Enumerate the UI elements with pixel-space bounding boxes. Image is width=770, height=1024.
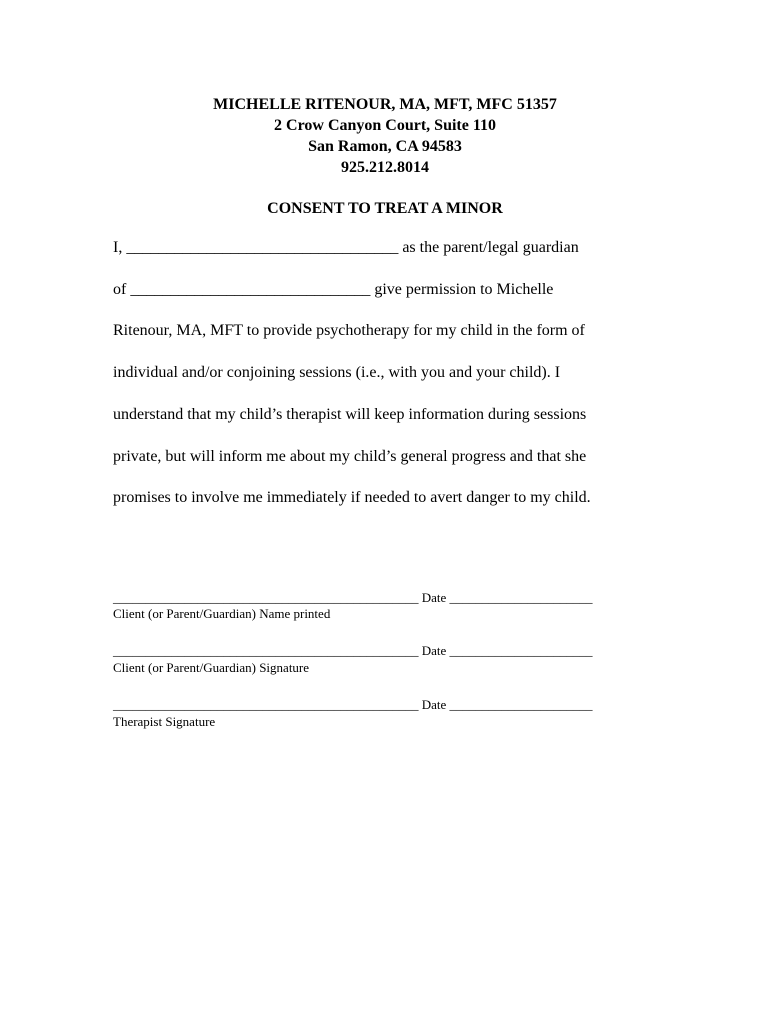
signature-line-therapist-signature: _______________________________________________ Date ______________________ xyxy=(113,697,593,712)
document-title: CONSENT TO TREAT A MINOR xyxy=(267,200,503,217)
signature-label-name-printed: Client (or Parent/Guardian) Name printed xyxy=(113,606,331,621)
body-line-4: individual and/or conjoining sessions (i.e., with you and your child). I xyxy=(113,364,561,381)
signature-label-therapist-signature: Therapist Signature xyxy=(113,714,216,729)
signature-label-client-signature: Client (or Parent/Guardian) Signature xyxy=(113,660,310,675)
body-line-1: I, __________________________________ as the parent/legal guardian xyxy=(113,239,579,256)
phone-number: 925.212.8014 xyxy=(341,159,429,176)
body-line-6: private, but will inform me about my child’s general progress and that she xyxy=(113,448,587,465)
body-line-5: understand that my child’s therapist will keep information during sessions xyxy=(113,406,587,423)
body-line-3: Ritenour, MA, MFT to provide psychotherapy for my child in the form of xyxy=(113,322,585,339)
signature-line-client-signature: _______________________________________________ Date ______________________ xyxy=(113,643,593,658)
signature-line-name-printed: _______________________________________________ Date ______________________ xyxy=(113,590,593,605)
therapist-name: MICHELLE RITENOUR, MA, MFT, MFC 51357 xyxy=(213,96,557,113)
address-line-1: 2 Crow Canyon Court, Suite 110 xyxy=(274,117,496,134)
address-line-2: San Ramon, CA 94583 xyxy=(308,138,462,155)
body-line-2: of ______________________________ give permission to Michelle xyxy=(113,281,554,298)
letterhead xyxy=(0,94,770,178)
body-line-7: promises to involve me immediately if needed to avert danger to my child. xyxy=(113,489,591,506)
